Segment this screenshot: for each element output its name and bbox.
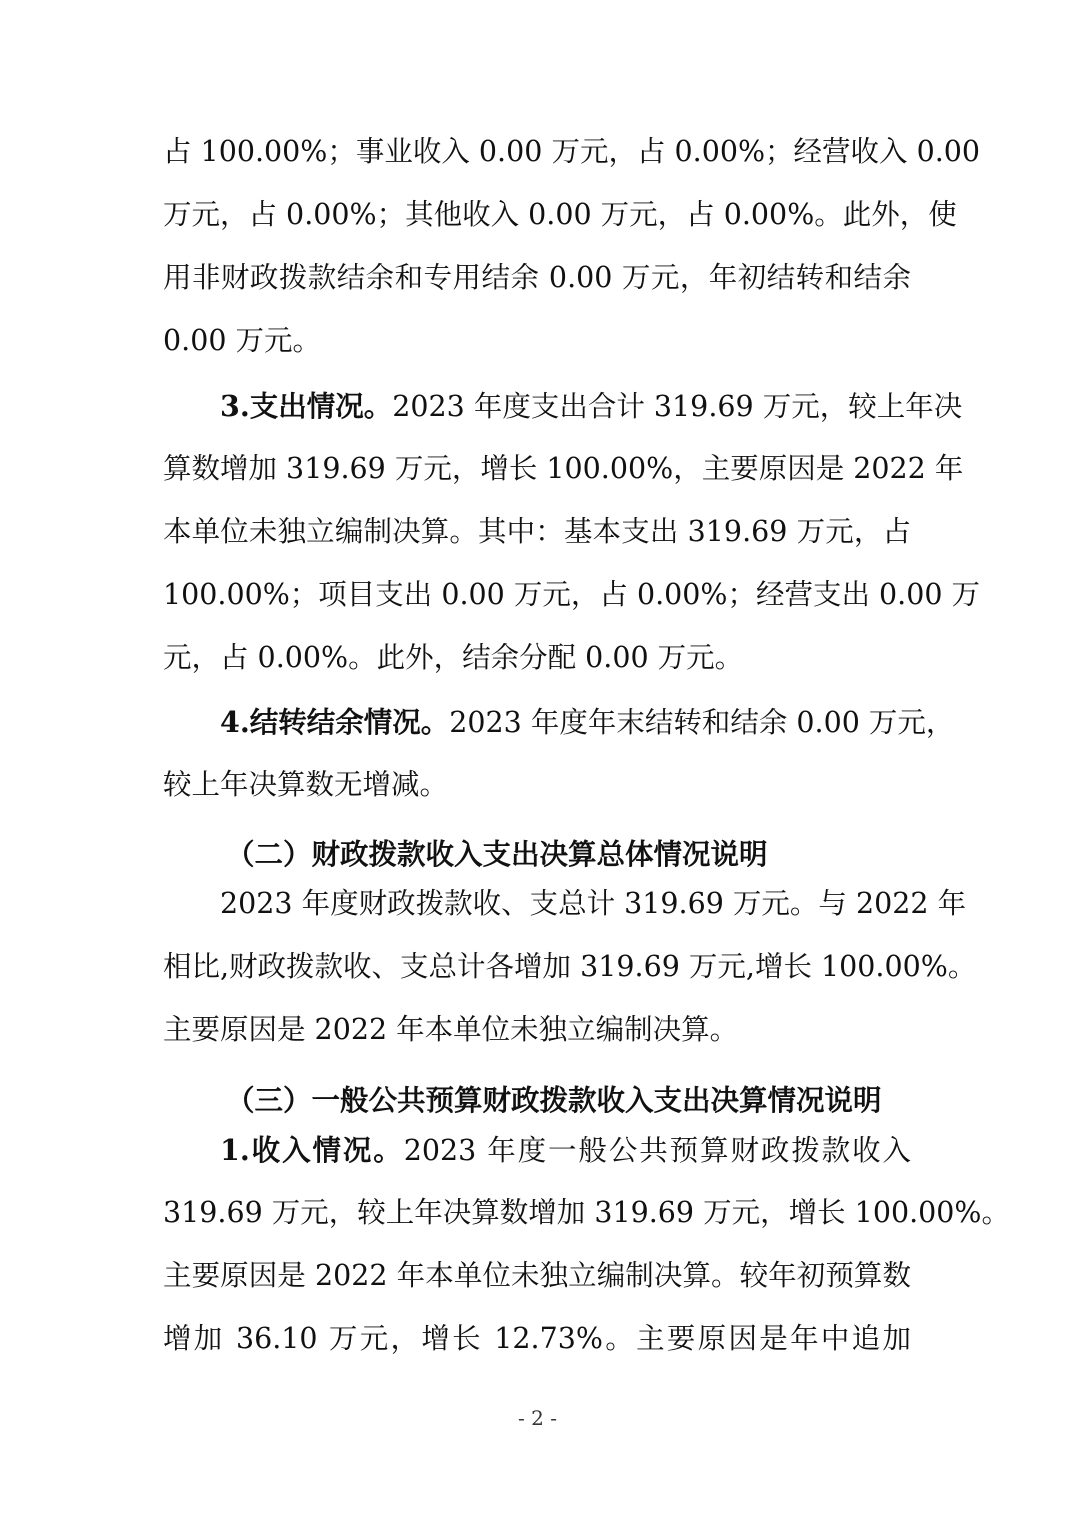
income-line-1: 占 100.00%；事业收入 0.00 万元，占 0.00%；经营收入 0.00 (163, 135, 981, 168)
expenditure-line-3: 本单位未独立编制决算。其中：基本支出 319.69 万元，占 (163, 515, 911, 548)
expenditure-line-2: 算数增加 319.69 万元，增长 100.00%，主要原因是 2022 年 (163, 452, 964, 485)
general-income-line-3: 主要原因是 2022 年本单位未独立编制决算。较年初预算数 (163, 1259, 911, 1292)
general-income-line-2: 319.69 万元，较上年决算数增加 319.69 万元，增长 100.00%。 (163, 1196, 1010, 1229)
expenditure-line-5: 元，占 0.00%。此外，结余分配 0.00 万元。 (163, 641, 744, 674)
general-income-line-1 (220, 1130, 911, 1170)
fiscal-total-line-1: 2023 年度财政拨款收、支总计 319.69 万元。与 2022 年 (220, 887, 967, 920)
general-income-line-1-text: 2023 年度一般公共预算财政拨款收入 (403, 1134, 911, 1167)
general-income-label: 1.收入情况。 (220, 1133, 404, 1167)
carryover-line-2: 较上年决算数无增减。 (163, 768, 449, 801)
income-line-3: 用非财政拨款结余和专用结余 0.00 万元，年初结转和结余 (163, 261, 911, 294)
general-income-line-4: 增加 36.10 万元，增长 12.73%。主要原因是年中追加 (163, 1322, 911, 1355)
expenditure-line-1 (220, 386, 963, 426)
expenditure-line-4: 100.00%；项目支出 0.00 万元，占 0.00%；经营支出 0.00 万 (163, 578, 981, 611)
fiscal-total-line-3: 主要原因是 2022 年本单位未独立编制决算。 (163, 1013, 739, 1046)
carryover-line-1-text: 2023 年度年末结转和结余 0.00 万元， (449, 706, 955, 739)
section-heading-2: （二）财政拨款收入支出决算总体情况说明 (226, 837, 768, 871)
expenditure-label: 3.支出情况。 (220, 389, 393, 423)
fiscal-total-line-2: 相比,财政拨款收、支总计各增加 319.69 万元,增长 100.00%。 (163, 950, 977, 983)
income-line-4: 0.00 万元。 (163, 324, 322, 357)
carryover-label: 4.结转结余情况。 (220, 705, 450, 739)
carryover-line-1 (220, 702, 955, 742)
expenditure-line-1-text: 2023 年度支出合计 319.69 万元，较上年决 (392, 390, 963, 423)
section-heading-3: （三）一般公共预算财政拨款收入支出决算情况说明 (226, 1083, 882, 1117)
income-line-2: 万元，占 0.00%；其他收入 0.00 万元，占 0.00%。此外，使 (163, 198, 957, 231)
page-number: - 2 - (518, 1406, 557, 1430)
